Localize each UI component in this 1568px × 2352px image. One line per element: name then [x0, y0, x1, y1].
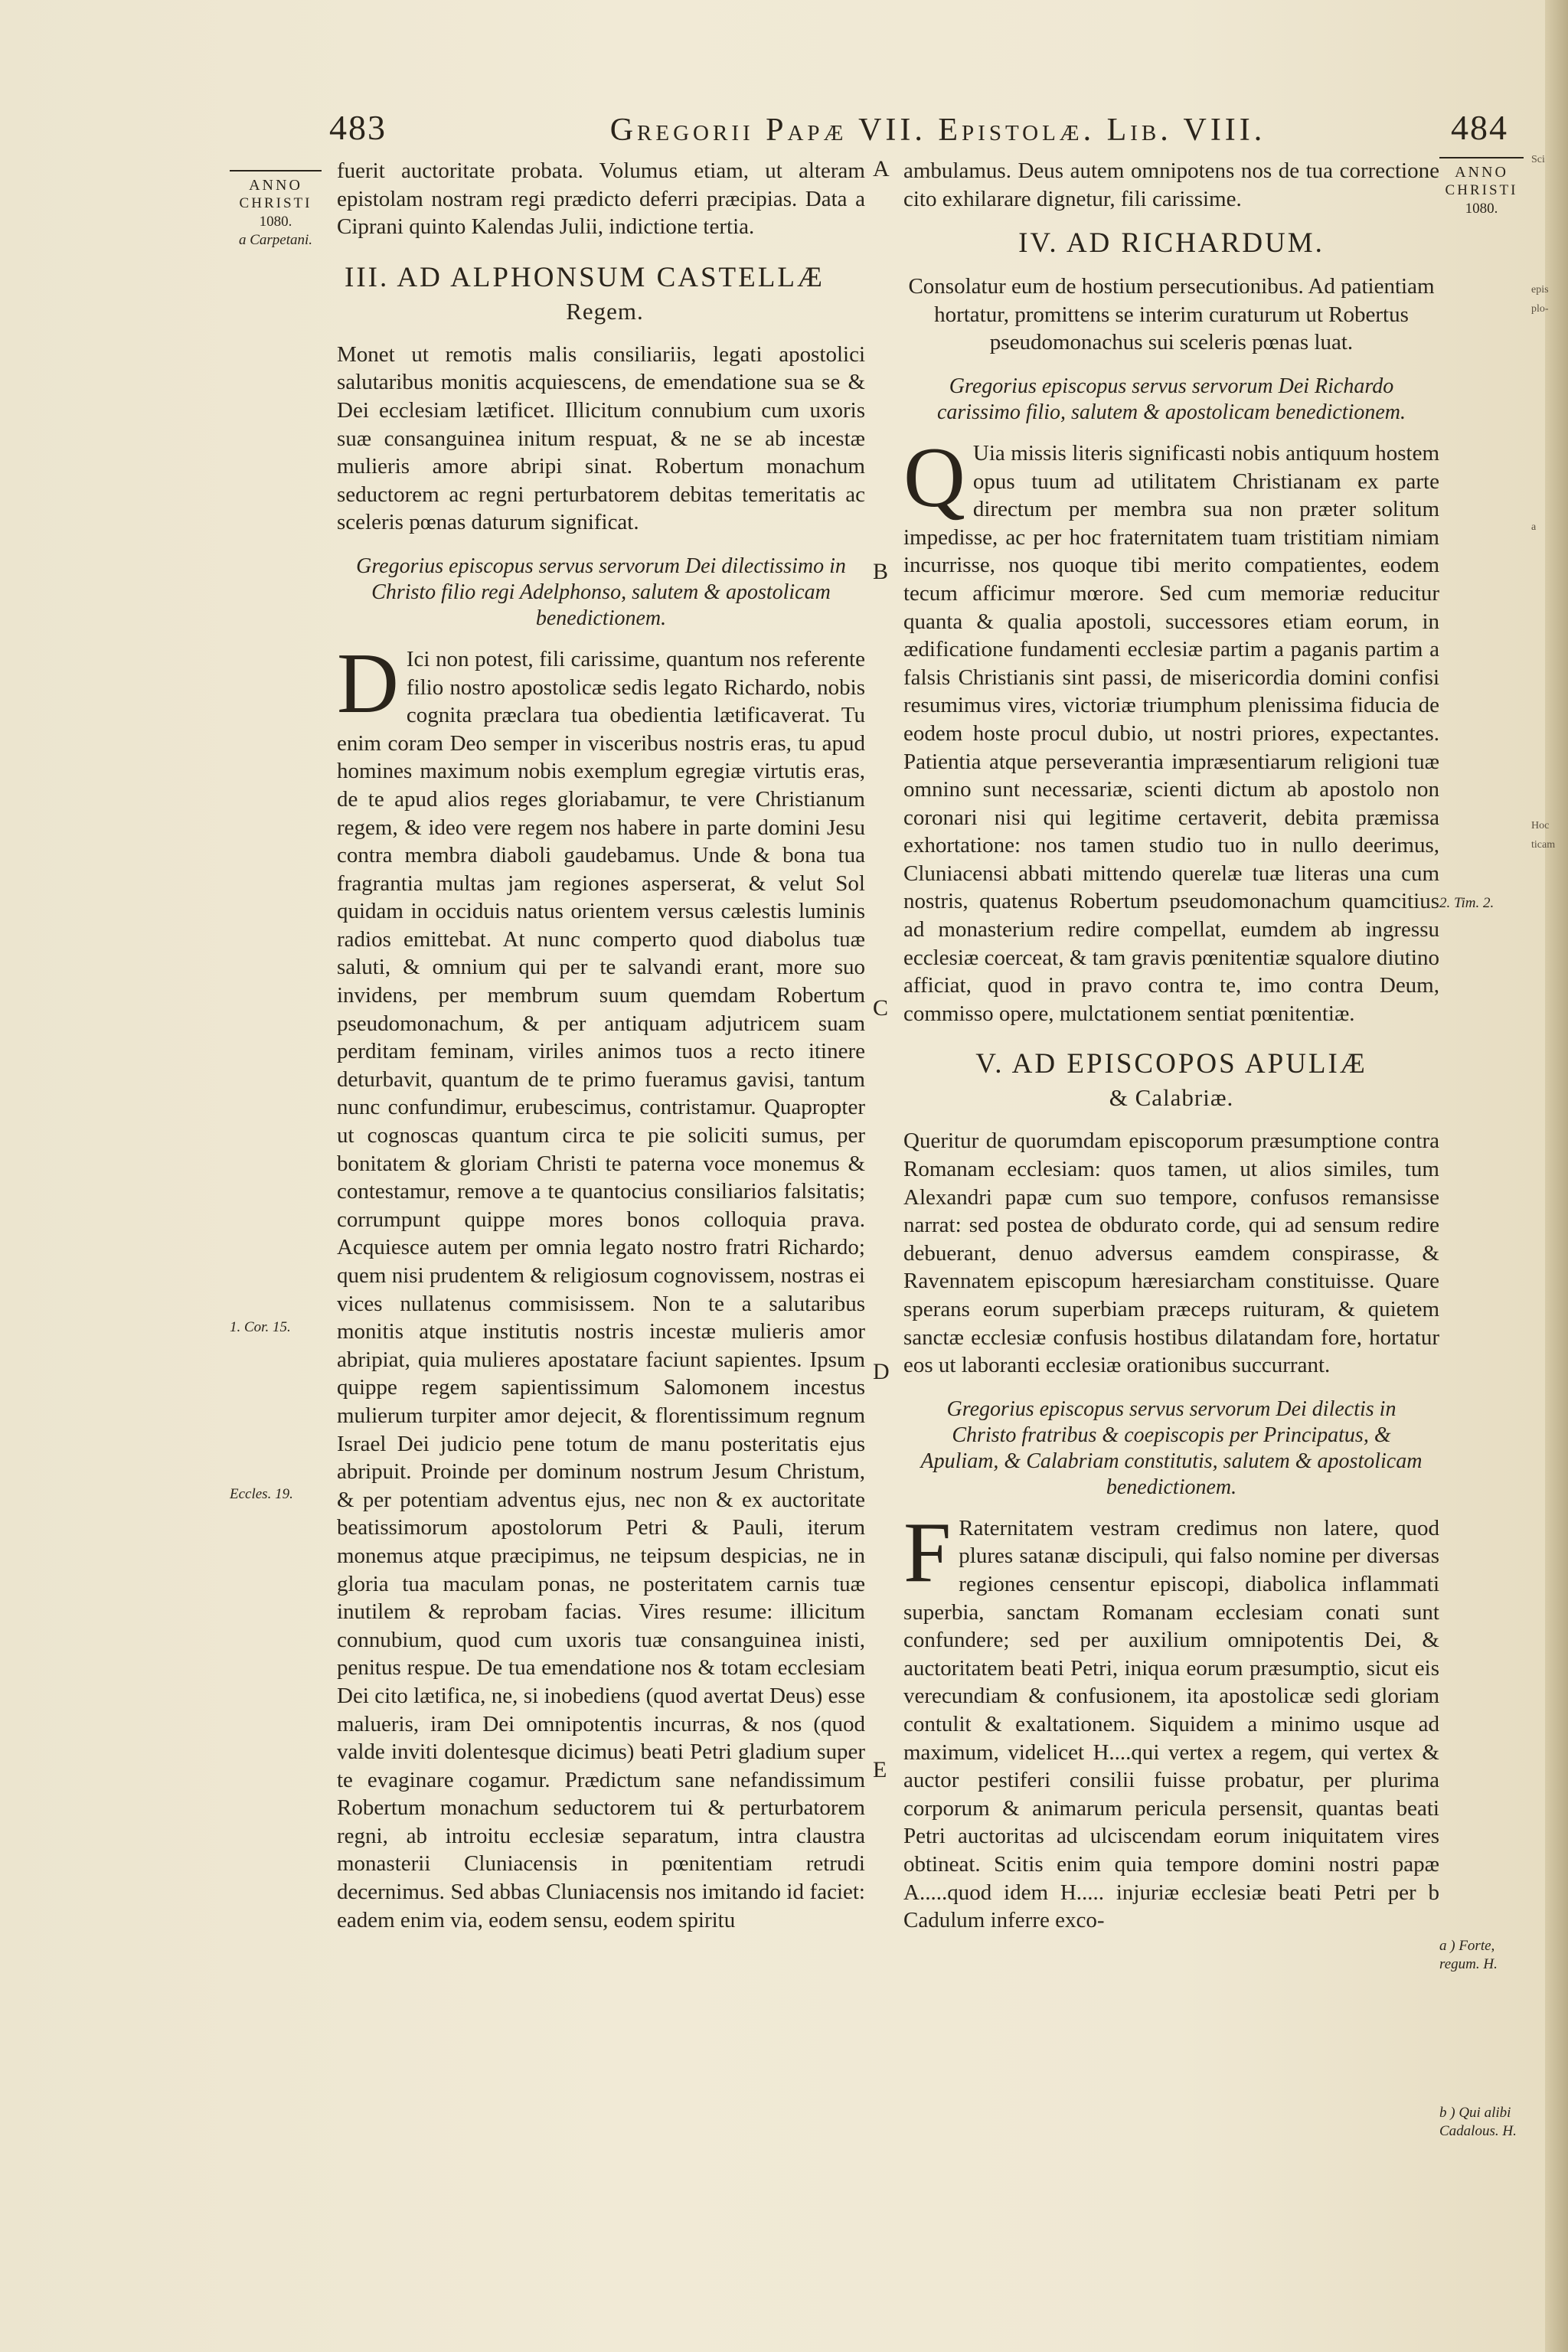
edge-fragment: Sci [1531, 154, 1545, 165]
edge-fragment: epis [1531, 284, 1549, 296]
section-letter-d: D [873, 1359, 890, 1384]
letter-3-body: Ici non potest, fili carissime, quantum nos referente filio nostro apostolicæ sedis legato Richardo, nobis cognita præclara tua obedientia lætificaverat. Tu enim coram Deo semper in visceribus nostris eras, tu apud homines maximum nobis exemplum egregiæ virtutis eras, de te apud alios reges gloriabamur, te vere Christianum regem, & ideo vere regem nos habere in parte domini Jesu contra membra diaboli gaudebamus. Unde & bona tua fragrantia multas jam regiones asperserat, & velut Sol quidam in occiduis natus orientem versus cælestis luminis radios emittebat. At nunc comperto quod diabolus tuæ saluti, & omnium qui per te salvandi erant, more suo invidens, per membrum suum quemdam Robertum pseudomonachum, & per antiquam adjutricem suam perditam feminam, viriles animos tuos a recto itinere deturbavit, quantum de te primo fueramus gavisi, tantum nunc confundimur, erubescimus, contristamur. Quapropter ut cognoscas quantum circa te pie soliciti sumus, per bonitatem & gloriam Christi te paterna voce monemus & contestamur, remove a te quantocius consiliarios falsitatis; corrumpunt quippe mores bonos colloquia prava. Acquiesce autem per omnia legato nostro fratri Richardo; quem nisi prudentem & religiosum cognovissem, nostras ei vices nullatenus commisissem. Non te a salutaribus monitis atque institutis nostris incestæ mulieris amor abripiat, quia mulieres apostatare faciunt sapientes. Ipsum quippe regem sapientissimum Salomonem incestus mulierum turpiter amor dejecit, & florentissimum regnum Israel Dei judicio pene totum de manu posteritatis ejus abripuit. Proinde per dominum nostrum Jesum Christum, & per potentiam adventus ejus, nec non & ex auctoritate beatissimorum apostolorum Petri & Pauli, iterum monemus atque præcipimus, ne teipsum despicias, ne in gloria tua maculam ponas, ne posteritatem carnis tuæ inutilem & reprobam facias. Vires resume: illicitum connubium, quod cum uxoris tuæ consanguinea inisti, penitus respue. De tua emendatione nos & totam ecclesiam Dei cito lætifica, ne, si inobediens (quod avertat Deus) esse malueris, iram Dei omnipotentis incurras, & nos (quod valde inviti dolentesque dicimus) beati Petri gladium super te evaginare cogamur. Prædictum sane nefandissimum Robertum monachum seductorem tui & perturbatorem regni, ab introitu ecclesiæ separatum, intra claustra monasterii Cluniacensis in pœnitentiam retrudi decernimus. Sed abbas Cluniacensis nos imitando id faciet: eadem enim via, eodem sensu, eodem spiritu [337, 646, 865, 1932]
left-opening-paragraph: fuerit auctoritate probata. Volumus etiam, ut alteram epistolam nostram regi prædicto deferri præcipias. Data a Ciprani quinto Kalendas Julii, indictione tertia. [337, 158, 865, 240]
running-head [329, 107, 1508, 161]
letter-5-subtitle: & Calabriæ. [1109, 1084, 1234, 1112]
margin-ref-corinthians: 1. Cor. 15. [230, 1319, 291, 1335]
edge-fragment: Hoc [1531, 820, 1550, 831]
letter-4-heading [903, 227, 1439, 260]
margin-year: 1080. [259, 214, 292, 230]
margin-ref-timothy: 2. Tim. 2. [1439, 895, 1494, 911]
letter-3-heading [337, 261, 865, 328]
margin-christi-right: CHRISTI [1445, 182, 1518, 198]
letter-5-title: V. AD EPISCOPOS APULIÆ [975, 1048, 1367, 1080]
letter-3-subtitle: Regem. [566, 297, 644, 325]
letter-4-body-paragraph [903, 430, 1439, 1027]
right-column [903, 157, 1439, 1935]
letter-5-heading [903, 1047, 1439, 1115]
section-letter-b: B [873, 559, 889, 584]
letter-3-title: III. AD ALPHONSUM CASTELLÆ [345, 261, 825, 293]
right-opening-paragraph: ambulamus. Deus autem omnipotens nos de tua correctione cito exhilarare dignetur, fili carissime. [903, 158, 1439, 211]
letter-5-dropcap: F [903, 1504, 952, 1600]
running-title: Gregorii Papæ VII. Epistolæ. Lib. VIII. [609, 113, 1266, 148]
letter-4-title: IV. AD RICHARDUM. [1018, 227, 1325, 260]
letter-5-salutation: Gregorius episcopus servus servorum Dei dilectis in Christo fratribus & coepiscopis per Principatus, & Apuliam, & Calabriam constitutis, salutem & apostolicam benedictionem. [920, 1396, 1423, 1499]
margin-year-right: 1080. [1465, 201, 1498, 217]
margin-ref-ecclesiasticus: Eccles. 19. [230, 1486, 293, 1502]
margin-anno: ANNO [230, 170, 322, 194]
letter-5-body-paragraph [903, 1504, 1439, 1935]
letter-4-salutation: Gregorius episcopus servus servorum Dei Richardo carissimo filio, salutem & apostolicam benedictionem. [936, 374, 1406, 424]
section-letter-e: E [873, 1757, 887, 1782]
margin-note-forte: a ) Forte, regum. H. [1439, 1938, 1498, 1972]
edge-fragment: a [1531, 521, 1537, 533]
edge-fragment: ticam [1531, 839, 1556, 851]
letter-4-body: Uia missis literis significasti nobis antiquum hostem opus tuum ad utilitatem Christianam ex parte directum per membra sua non præter solitum impedisse, ac per hoc fraternitatem tuam tristitiam nimiam incurrisse, nos quoque tibi merito compatientes, eodem tecum afficimur mœrore. Sed cum memoriæ reducitur quanta & qualia apostoli, successores etiam eorum, in ædificatione fundamenti ecclesiæ partim a paganis partim a falsis Christianis sint passi, de misericordia domini confisi resumimus vires, victoriæ triumphum plenissima fiducia de eodem hoste procul dubio, ut nostri priores, expectantes. Patientia atque perseverantia impræsentiarum religioni tuæ omnino sunt necessariæ, scienti dictum ab apostolo non coronari nisi qui legitime certaverit, debita præmissa exhortatione: nos tamen studio tuo in nullo deerimus, Cluniacensi abbati mittendo querelæ tuæ literas una cum nostris, quatenus Robertum pseudomonachum quamcitius ad monasterium redire compellat, eumdem ab ingressu ecclesiæ coerceat, & tam gravis pœnitentiæ squalore diutino afficiat, quod in pravo contra te, imo contra Deum, commisso opere, mulctationem sentiat pœnitentiæ. [903, 440, 1439, 1026]
section-letter-c: C [873, 995, 889, 1021]
letter-5-summary: Queritur de quorumdam episcoporum præsumptione contra Romanam ecclesiam: quos tamen, ut alios similes, tum Alexandri papæ cum suo tempore, confusos remansisse narrat: sed postea de obdurato corde, qui ad sensum redire debuerant, denuo adversus eamdem conspirasse, & Ravennatem episcopum hæresiarcham constituisse. Quare sperans eorum superbiam præceps ruituram, & quietem sanctæ ecclesiæ confusis hostibus dilatandam fore, hortatur eos ut laboranti ecclesiæ orationibus succurrant. [903, 1129, 1439, 1378]
letter-5-body: Raternitatem vestram credimus non latere, quod plures satanæ discipuli, qui falso nomine per diversas regiones censentur episcopi, diabolica inflammati superbia, sanctam Romanam ecclesiam conati sunt confundere; sed per auxilium omnipotentis Dei, & auctoritatem beati Petri, iniqua eorum præsumptio, sicut eis verecundiam & confusionem, ita apostolicæ sedi gloriam contulit & exaltationem. Siquidem a minimo usque ad maximum, videlicet H....qui vertex a regem, qui vertex & auctor pestiferi consilii fuisse probatur, per plurima corporum & animarum pericula persensit, quantas beati Petri auctoritas ad ulciscendam eorum iniquitatem vires obtineat. Scitis enim quia tempore domini nostri papæ A.....quod idem H..... injuriæ ecclesiæ beati Petri per b Cadulum inferre exco- [903, 1515, 1439, 1933]
left-column [337, 157, 865, 1934]
margin-christi: CHRISTI [239, 195, 312, 211]
letter-3-dropcap: D [337, 635, 399, 731]
letter-3-salutation: Gregorius episcopus servus servorum Dei dilectissimo in Christo filio regi Adelphonso, salutem & apostolicam benedictionem. [356, 554, 846, 630]
letter-4-dropcap: Q [903, 430, 965, 525]
right-margin-year [1439, 157, 1524, 218]
left-page-number: 483 [329, 108, 387, 147]
margin-note-a: a Carpetani. [238, 232, 313, 248]
letter-4-summary: Consolatur eum de hostium persecutionibus. Ad patientiam hortatur, promittens se interim curaturum ut Robertus pseudomonachus sui sceleris pœnas luat. [908, 274, 1435, 355]
left-margin-year [230, 170, 322, 250]
letter-3-summary: Monet ut remotis malis consiliariis, legati apostolici salutaribus monitis acquiescens, de emendatione sua se & Dei ecclesiam lætificet. Illicitum connubium cum uxoris suæ consanguinea initum respuat, & ne se ab incestæ mulieris amore abripi sinat. Robertum monachum seductorem ac regni perturbatorem debitas temeritatis ac sceleris pœnas daturum significat. [337, 341, 865, 535]
right-page-number: 484 [1451, 108, 1508, 147]
margin-anno-right: ANNO [1439, 157, 1524, 181]
margin-note-cadalous: b ) Qui alibi Cadalous. H. [1439, 2105, 1517, 2139]
edge-fragment: plo- [1531, 303, 1549, 315]
letter-3-body-paragraph [337, 635, 865, 1934]
section-letter-a: A [873, 156, 890, 181]
next-page-edge [1545, 0, 1568, 2352]
